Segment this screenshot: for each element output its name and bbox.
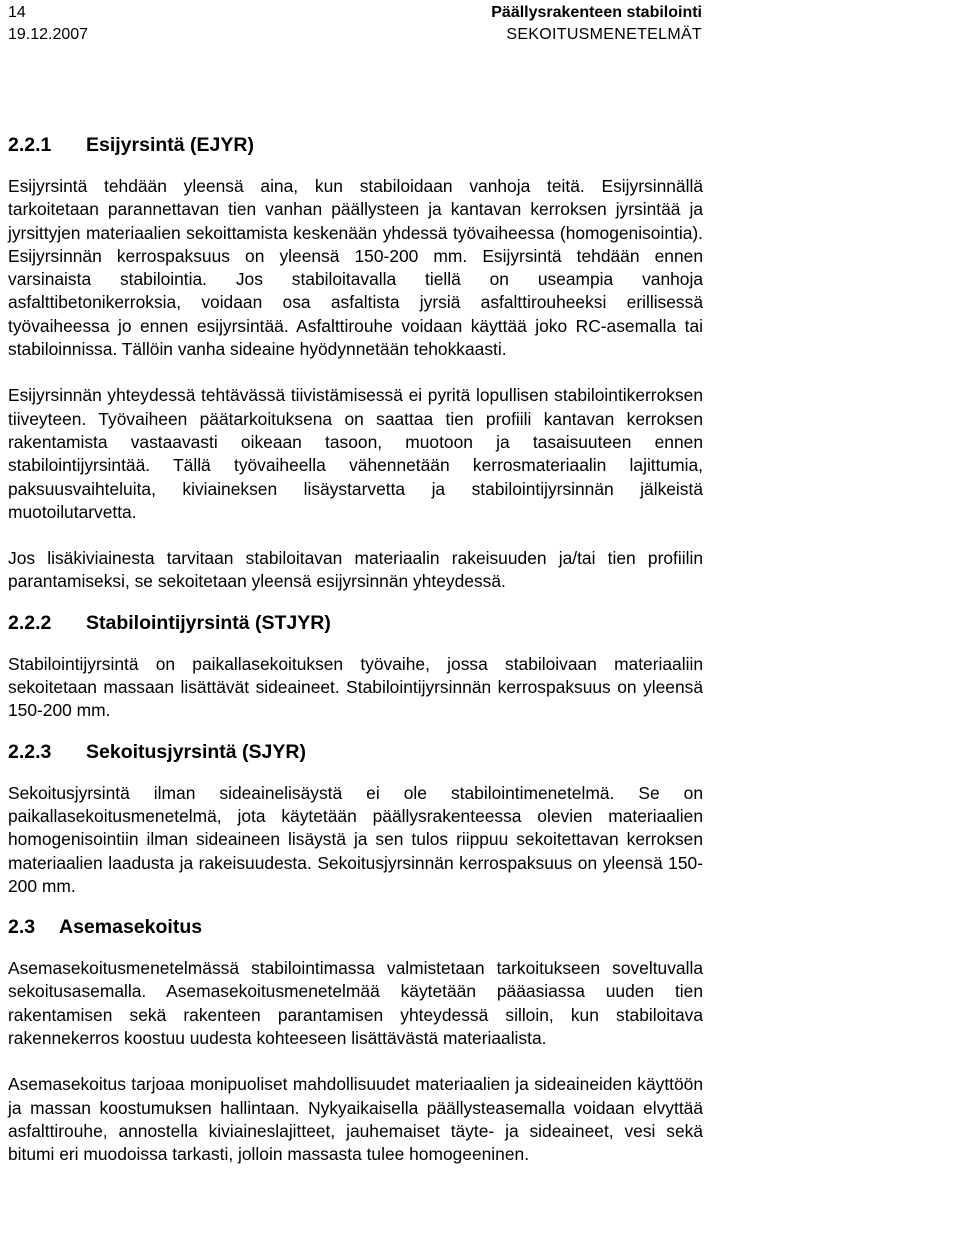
document-title: Päällysrakenteen stabilointi — [491, 4, 702, 21]
paragraph: Asemasekoitusmenetelmässä stabilointimassa valmistetaan tarkoitukseen soveltuvalla sekoitusasemalla. Asemasekoitusmenetelmää käytetään pääasiassa uuden tien rakentamisen sekä rakenteen parantamisen yhteydessä silloin, kun stabiloitava rakennekerros koostuu uudesta kohteeseen lisättävästä materiaalista. — [8, 958, 703, 1049]
paragraph: Stabilointijyrsintä on paikallasekoituksen työvaihe, jossa stabiloivaan materiaaliin sekoitetaan massaan lisättävät sideaineet. Stabilointijyrsinnän kerrospaksuus on yleensä 150-200 mm. — [8, 653, 703, 721]
page-number: 14 — [8, 4, 26, 21]
section-heading-2-2-1 — [8, 132, 703, 158]
section-heading-2-3 — [8, 914, 703, 940]
section-number: 2.2.2 — [8, 611, 52, 634]
section-title: Asemasekoitus — [59, 916, 203, 939]
section-heading-2-2-2 — [8, 610, 703, 636]
paragraph: Esijyrsintä tehdään yleensä aina, kun stabiloidaan vanhoja teitä. Esijyrsinnällä tarkoitetaan parannettavan tien vanhan päällysteen ja kantavan kerroksen jyrsintää ja jyrsittyjen materiaalien sekoittamista keskenään yhdessä työvaiheessa (homogenisointia). Esijyrsinnän kerrospaksuus on yleensä 150-200 mm. Esijyrsintä tehdään ennen varsinaista stabilointia. Jos stabiloitavalla tiellä on useampia vanhoja asfalttibetonikerroksia, voidaan osa asfaltista jyrsiä asfalttirouheeksi erillisessä työvaiheessa jo ennen esijyrsintää. Asfalttirouhe voidaan käyttää joko RC-asemalla tai stabiloinnissa. Tällöin vanha sideaine hyödynnetään tehokkaasti. — [8, 176, 703, 360]
document-date: 19.12.2007 — [8, 26, 89, 43]
section-number: 2.2.1 — [8, 134, 52, 156]
paragraph: Sekoitusjyrsintä ilman sideainelisäystä ei ole stabilointimenetelmä. Se on paikallasekoitusmenetelmä, jota käytetään päällysrakenteessa olevien materiaalien homogenisointiin ilman sideaineen lisäystä ja sen tulos riippuu sekoitettavan kerroksen materiaalien laadusta ja rakeisuudesta. Sekoitusjyrsinnän kerrospaksuus on yleensä 150-200 mm. — [8, 782, 703, 896]
document-body — [8, 132, 703, 1167]
section-number: 2.3 — [8, 916, 36, 939]
section-number: 2.2.3 — [8, 740, 52, 763]
page-header-right — [491, 2, 702, 46]
paragraph: Jos lisäkiviainesta tarvitaan stabiloitavan materiaalin rakeisuuden ja/tai tien profiilin parantamiseksi, se sekoitetaan yleensä esijyrsinnän yhteydessä. — [8, 548, 703, 592]
paragraph: Asemasekoitus tarjoaa monipuoliset mahdollisuudet materiaalien ja sideaineiden käyttöön ja massan koostumuksen hallintaan. Nykyaikaisella päällysteasemalla voidaan elvyttää asfalttirouhe, annostella kiviaineslajitteet, jauhemaiset täyte- ja sideaineet, vesi sekä bitumi eri muodoissa tarkasti, jolloin massasta tulee homogeeninen. — [8, 1074, 703, 1165]
paragraph: Esijyrsinnän yhteydessä tehtävässä tiivistämisessä ei pyritä lopullisen stabilointikerroksen tiiveyteen. Työvaiheen päätarkoituksena on saattaa tien profiili kantavan kerroksen rakentamista vastaavasti oikeaan tasoon, muotoon ja tasaisuuteen ennen stabilointijyrsintää. Tällä työvaiheella vähennetään kerrosmateriaalin lajittumia, paksuusvaihteluita, kiviaineksen lisäystarvetta ja stabilointijyrsinnän jälkeistä muotoilutarvetta. — [8, 385, 703, 522]
section-title: Stabilointijyrsintä (STJYR) — [86, 611, 331, 634]
section-heading-2-2-3 — [8, 739, 703, 765]
section-title: Sekoitusjyrsintä (SJYR) — [86, 740, 306, 763]
document-subtitle: SEKOITUSMENETELMÄT — [506, 26, 702, 43]
page-header-left — [8, 2, 88, 46]
section-title: Esijyrsintä (EJYR) — [86, 134, 254, 156]
